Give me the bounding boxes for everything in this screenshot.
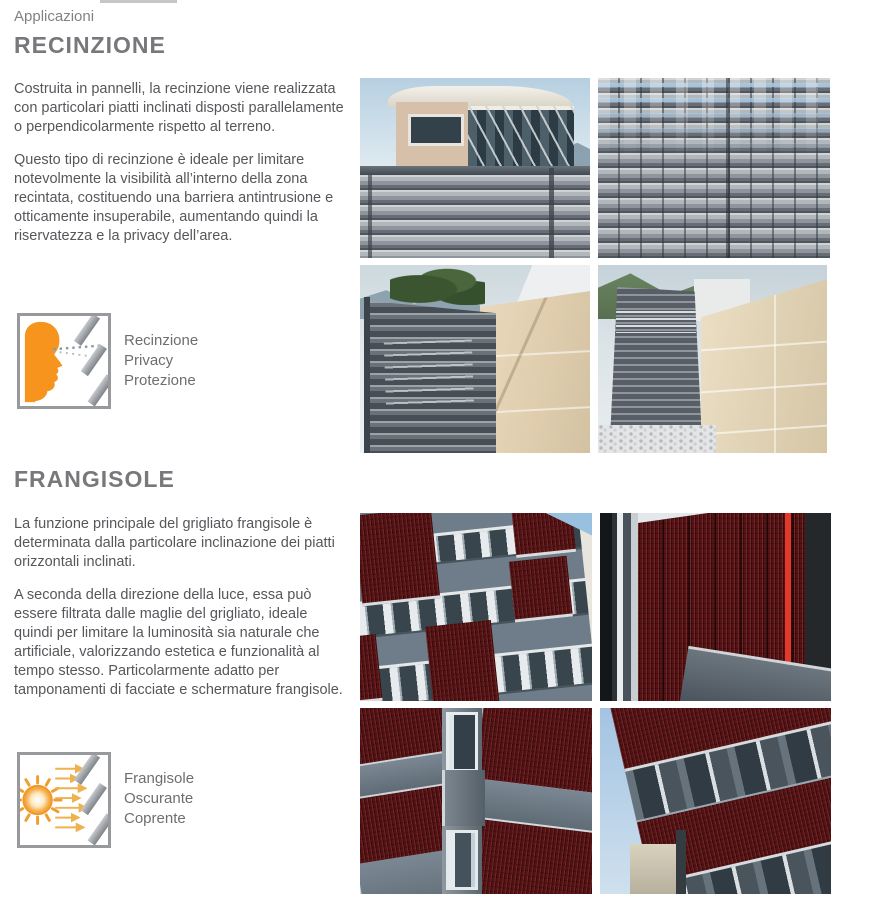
sun-icon <box>20 777 61 824</box>
icon-caption: Frangisole <box>124 770 195 787</box>
slatted-fence <box>610 287 702 439</box>
paragraph: Questo tipo di recinzione è ideale per limitare notevolmente la visibilità all’interno della zona recintata, costituendo una barriera antintrusione e otticamente insuperabile, aumentando quindi la riservatezza e la privacy dell’area. <box>14 152 334 244</box>
red-mesh-panel <box>509 556 573 623</box>
fence-top-rail <box>360 166 590 175</box>
paragraph: A seconda della direzione della luce, essa può essere filtrata dalle maglie del grigliato, ideale quindi per limitare la luminosità sia naturale che artificiale, valorizzando estetica e funzionalità al tempo stesso. Particolarmente adatto per tamponamenti di facciate e schermature frangisole. <box>14 587 343 698</box>
building-facade <box>360 513 592 701</box>
sun-rays-icon <box>20 755 108 845</box>
red-mesh-panel <box>425 620 501 701</box>
photo-slat-fence-wall <box>598 265 827 453</box>
paragraph: La funzione principale del grigliato frangisole è determinata dalla particolare inclinazione dei piatti orizzontali inclinati. <box>14 516 335 570</box>
gate-glints <box>384 339 475 412</box>
icon-caption: Oscurante <box>124 790 194 807</box>
photo-facade-sky <box>600 708 831 894</box>
wall-joint <box>774 279 776 453</box>
red-mesh-panel <box>360 634 383 701</box>
plaster-wall <box>480 291 590 453</box>
section-title-recinzione: RECINZIONE <box>14 32 166 58</box>
wall-joint <box>480 350 590 358</box>
corner-column <box>442 708 482 894</box>
feature-icon-privacy <box>17 313 111 409</box>
corner-window <box>446 712 478 772</box>
privacy-view-icon <box>20 316 108 406</box>
louver-slats <box>74 316 108 406</box>
icon-caption-list <box>124 769 194 829</box>
fence-louvers <box>360 175 590 258</box>
sky-glints <box>598 78 830 162</box>
low-building <box>630 844 678 894</box>
eyebrow-label: Applicazioni <box>14 8 95 25</box>
photo-red-mesh-closeup <box>600 513 831 701</box>
gate-post <box>364 297 370 453</box>
photo-facade-red-panels <box>360 513 592 701</box>
paragraph: Costruita in pannelli, la recinzione viene realizzata con particolari piatti inclinati disposti parallelamente o perpendicolarmente rispetto al terreno. <box>14 81 344 135</box>
section-body-frangisole <box>14 515 348 714</box>
feature-icon-sunshade <box>17 752 111 848</box>
fence-post <box>549 168 554 258</box>
section-body-recinzione <box>14 80 348 260</box>
icon-caption: Privacy <box>124 352 174 369</box>
corner-window <box>446 830 478 890</box>
wall-joint <box>701 424 827 435</box>
fence-glints <box>616 311 696 333</box>
corner-spandrel <box>442 770 485 826</box>
red-mesh-panel <box>360 513 440 606</box>
section-title-frangisole: FRANGISOLE <box>14 466 175 492</box>
icon-caption: Recinzione <box>124 332 199 349</box>
roof-struts <box>468 106 574 166</box>
dark-edge <box>600 513 612 701</box>
grating-post <box>726 78 730 258</box>
fence-post <box>368 175 372 258</box>
tree-foliage <box>390 265 485 305</box>
face-profile-silhouette <box>25 322 63 402</box>
white-gravel <box>598 425 716 453</box>
photo-fence-building <box>360 78 590 258</box>
dark-post <box>676 830 686 894</box>
cropped-header-bar <box>100 0 177 3</box>
building-window <box>408 114 464 146</box>
photo-gate-wall <box>360 265 590 453</box>
sight-dotted-line <box>53 351 96 357</box>
icon-caption-list <box>124 331 198 391</box>
wall-joint <box>701 340 827 351</box>
photo-building-corner <box>360 708 592 894</box>
icon-caption: Protezione <box>124 372 196 389</box>
louvered-gate <box>370 301 496 453</box>
photo-grating-closeup <box>598 78 830 258</box>
window-frame <box>612 513 638 701</box>
icon-caption: Coprente <box>124 810 186 827</box>
wall-joint <box>701 382 827 393</box>
